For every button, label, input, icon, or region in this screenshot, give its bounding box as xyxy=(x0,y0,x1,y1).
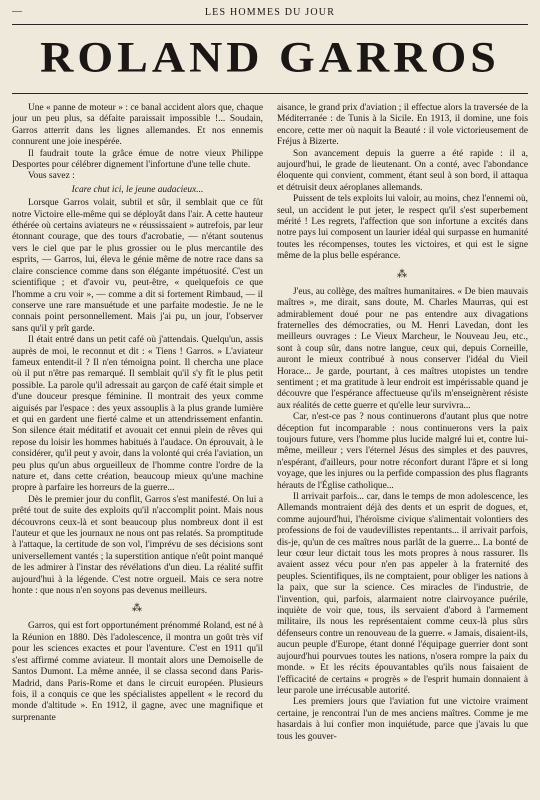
running-head xyxy=(12,4,528,25)
paragraph: aisance, le grand prix d'aviation ; il effectue alors la traversée de la Méditerranée : de Tunis à la Sicile. En 1913, il domine, une fois encore, cette mer où naquit la Beauté : il vole victorieusement de Fréjus à Bizerte. xyxy=(277,103,528,148)
paragraph: Il était entré dans un petit café où j'attendais. Quelqu'un, assis auprès de moi, le reconnut et dit : « Tiens ! Garros. » L'aviateur fameux entendit-il ? Il n'en témoigna point. Il chercha une place où il put n'être pas remarqué. Il semblait qu'il s'y fît le plus petit possible. La parole qu'il adressait au garçon de café était simple et d'une douceur presque féminine. Il montrait des yeux comme aiguisés par l'espace : des yeux assouplis à la plus grande lumière et qui en gardent une fierté calme et un attendrissement enfantin. Son silence était méditatif et avouait cet ennui plein de rêves qui repose du loisir les hommes habitués à l'audace. On éprouvait, à le considérer, qu'il peut y avoir, dans la volonté qui créa l'aviation, un peu plus qu'un abus orgueilleux de l'homme contre l'ordre de la nature et, dans cette création, beaucoup mieux qu'une machine propre à parfaire les horreurs de la guerre... xyxy=(12,335,263,494)
paragraph: Puissent de tels exploits lui valoir, au moins, chez l'ennemi où, seul, un accident le put jeter, le respect qu'il s'est superbement mérité ! Les regrets, l'affection que son infortune a excités dans notre pays lui composent un laurier idéal qui surpasse en humanité toutes les récompenses, toutes les victoires, et qui est le signe même de la plus belle espérance. xyxy=(277,194,528,262)
left-column xyxy=(12,103,263,800)
paragraph: Une « panne de moteur » : ce banal accident alors que, chaque jour un peu plus, sa défaite paraissait impossible !... Soudain, Garros atterrit dans les lignes allemandes. Et nos ennemis connurent une joie inespérée. xyxy=(12,103,263,148)
page-marker: — xyxy=(12,6,22,17)
right-column xyxy=(277,103,528,800)
section-separator: ⁂ xyxy=(397,268,408,280)
paragraph: Garros, qui est fort opportunément prénommé Roland, est né à la Réunion en 1880. Dès l'adolescence, il montra un goût très vif pour les sciences exactes et pour l'aventure. C'est en 1911 qu'il s'est affirmé comme aviateur. Il montait alors une Demoiselle de Santos Dumont. La même année, il se classa second dans Paris-Madrid, dans Paris-Rome et dans le circuit européen. Plusieurs fois, il a conquis ce que les spécialistes appellent « le record du monde d'altitude ». En 1912, il gagne, avec une magnifique et surprenante xyxy=(12,621,263,723)
verse-quote: Icare chut ici, le jeune audacieux... xyxy=(71,184,204,195)
paragraph: Il arrivait parfois... car, dans le temps de mon adolescence, les Allemands montraient déjà des dents et un esprit de dogues, et, comme aujourd'hui, l'héroïsme civique s'alimentait volontiers des professions de foi de vaudevillistes repentants... il arrivait parfois, dis-je, qu'un de ces maîtres nous parlât de la guerre... La bonté de leur cœur leur dictait tous les mots propres à nous rassurer. Ils avaient assez vécu pour n'en pas appeler à la fraternité des peuples. Scientifiques, ils ne comptaient, pour obliger les nations à la paix, que sur la science. Ces miracles de l'industrie, de l'invention, qui, parfois, alarmaient notre clairvoyance puérile, inquiète de voir que, tous, ils servaient d'abord à l'armement militaire, ils nous les représentaient comme ceux-là plus sûrs défenseurs contre un renouveau de la guerre. « Jamais, disaient-ils, aucun peuple d'Europe, étant donné l'équipage guerrier dont sont aujourd'hui pourvues toutes les nations, n'osera rompre la paix du monde. » Et les récits épouvantables qu'ils nous faisaient de l'efficacité de certains « progrès » de l'esprit humain donnaient à leur parole une irrécusable autorité. xyxy=(277,492,528,696)
paragraph: Car, n'est-ce pas ? nous continuerons d'autant plus que notre déception fut incomparable : nous continuerons vers la paix toujours future, vers l'homme plus lucide malgré lui et, contre lui-même, meilleur ; vers l'éternel Jésus des simples et des pauvres, n'espérant, d'ailleurs, pour notre réconfort durant l'âpre et si long voyage, que les injures ou la perfide compassion des plus flagrants hérauts de l'Église catholique... xyxy=(277,412,528,491)
paragraph: Dès le premier jour du conflit, Garros s'est manifesté. On lui a prêté tout de suite des exploits qu'il n'accomplit point. Mais nous découvrons ceux-là et sont beaucoup plus nombreux dont il est l'auteur et que les journaux ne nous ont pas relatés. Sa promptitude à l'attaque, la certitude de son vol, l'imprévu de ses décisions sont universellement vantés ; la superstition antique n'eût point manqué de les admirer à l'instar des révélations d'un dieu. La réalité suffit aujourd'hui à la légende. C'est notre orgueil. Mais ce sera notre honte : que nous n'en soyons pas devenus meilleurs. xyxy=(12,494,263,597)
paragraph: Son avancement depuis la guerre a été rapide : il a, aujourd'hui, le grade de lieutenant. On a conté, avec l'abondance éloquente qui convient, comment, étant seul à son bord, il attaqua et détruisit deux aéroplanes allemands. xyxy=(277,148,528,193)
article-body xyxy=(12,103,528,800)
title-rule xyxy=(12,93,528,94)
article-title: ROLAND GARROS xyxy=(40,32,500,81)
paragraph: Lorsque Garros volait, subtil et sûr, il semblait que ce fût notre Victoire elle-même qui se déployât dans l'air. A cette hauteur éthérée où certains aviateurs ne « réussissaient » autrefois, par leur étonnant courage, que des tours d'acrobatie, — n'étant soutenus vers le ciel que par le plus grossier ou le plus mercantile des esprits, — Garros, lui, éleva le génie même de notre race dans sa claire conscience comme dans son élégante impétuosité. C'est un scientifique ; et d'avoir vu, peut-être, « quelquefois ce que l'homme a cru voir », — comme a dit si fortement Rimbaud, — il conserve une rare mansuétude et une parfaite modestie. Je ne le connais point personnellement. Mais j'ai pu, un jour, l'observer sans qu'il y prît garde. xyxy=(12,198,263,334)
paragraph: Il faudrait toute la grâce émue de notre vieux Philippe Desportes pour célébrer dignement l'infortune d'une telle chute. xyxy=(12,148,263,171)
section-separator: ⁂ xyxy=(132,603,143,615)
paragraph: Vous savez : xyxy=(28,171,75,182)
paragraph: Les premiers jours que l'aviation fut une victoire vraiment certaine, je rencontrai l'un de mes anciens maîtres. Comme je me hasardais à lui confier mon inquiétude, parce que j'avais lu que tous les gouver- xyxy=(277,697,528,742)
paragraph: J'eus, au collège, des maîtres humanitaires. « De bien mauvais maîtres », me dirait, sans doute, M. Charles Maurras, qui est admirablement doué pour ne pas entendre aux divagations fraternelles des démocraties, ou M. Henri Lavedan, dont les meilleurs ouvrages : Le Vieux Marcheur, le Nouveau Jeu, etc., sont à coup sûr, dans notre langue, ceux qui, depuis Corneille, auront le mieux contribué à nous conserver l'idéal du Vieil Horace... Je garde, pourtant, à ces maîtres utopistes un tendre sentiment ; et ma gratitude à leur endroit est impérissable quand je découvre que l'espérance affectueuse qu'ils m'enseignèrent résiste aux réalités de cette guerre et qu'elle leur survivra... xyxy=(277,286,528,411)
running-head-text: LES HOMMES DU JOUR xyxy=(204,7,336,18)
